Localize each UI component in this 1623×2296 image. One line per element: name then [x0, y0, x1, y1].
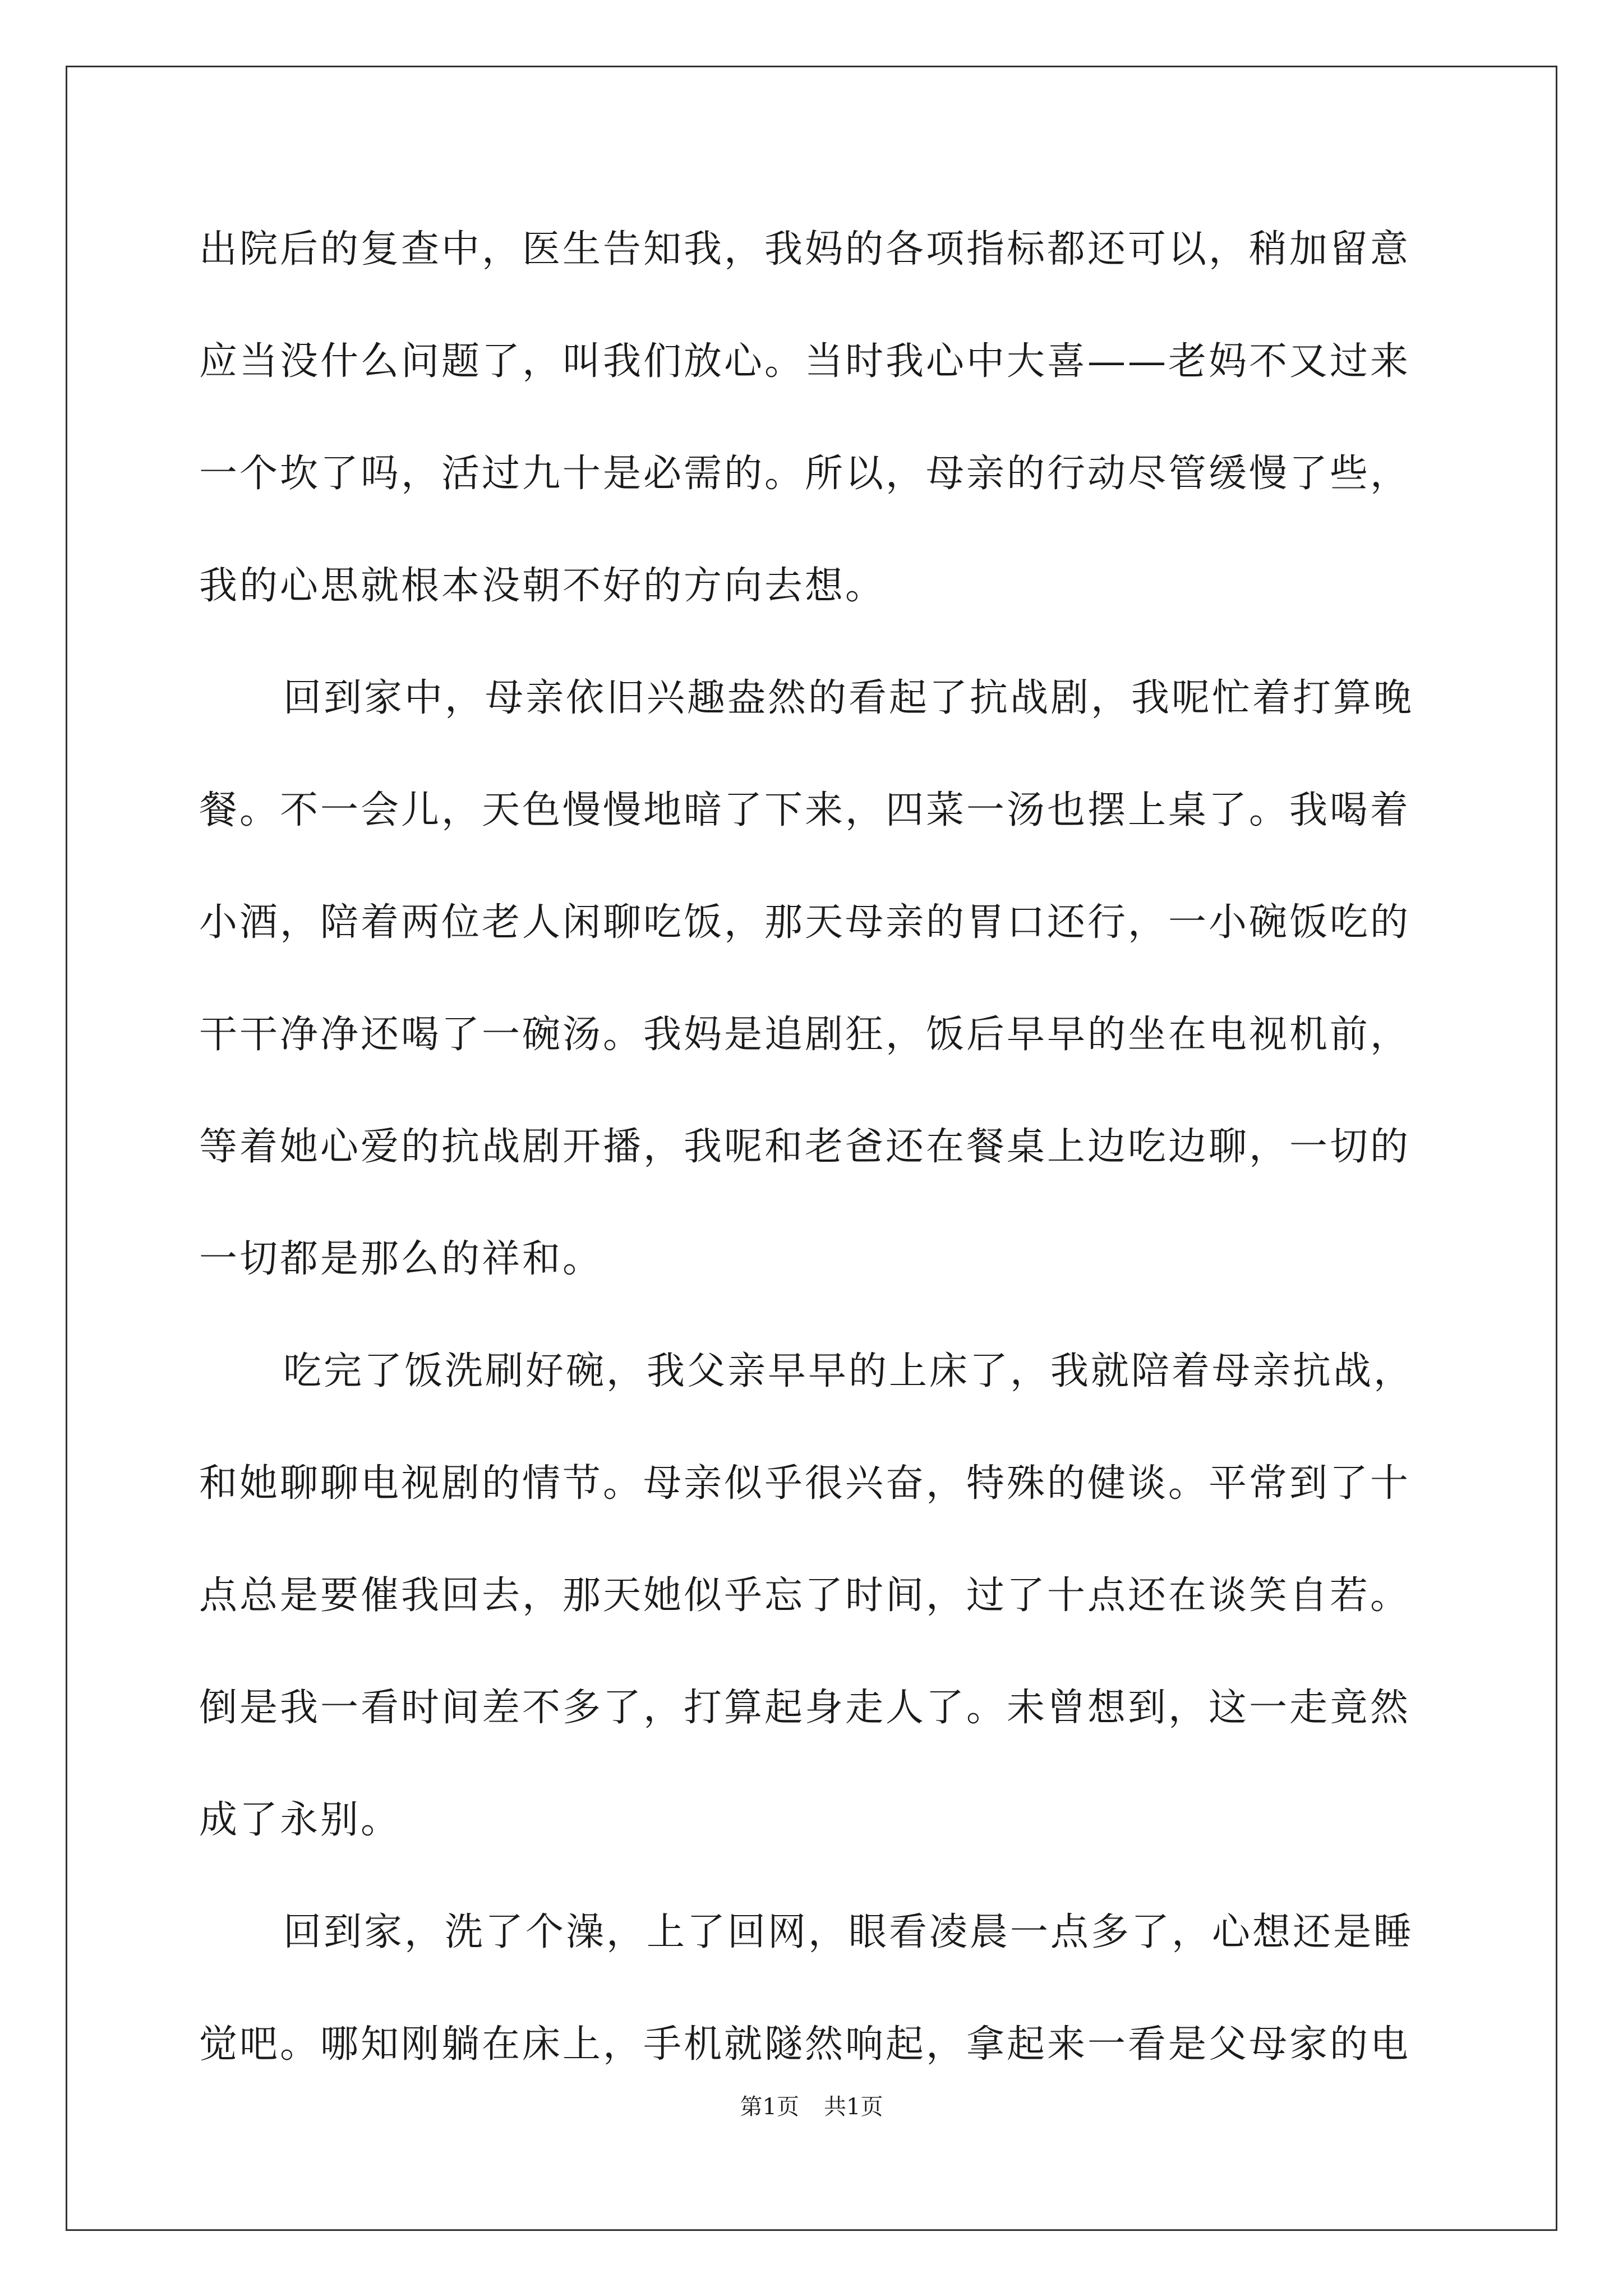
text-line: 一个坎了吗，活过九十是必需的。所以，母亲的行动尽管缓慢了些， [199, 452, 1411, 496]
text-line: 等着她心爱的抗战剧开播，我呢和老爸还在餐桌上边吃边聊，一切的 [199, 1125, 1411, 1169]
text-line: 餐。不一会儿，天色慢慢地暗了下来，四菜一汤也摆上桌了。我喝着 [199, 788, 1411, 832]
text-line: 我的心思就根本没朝不好的方向去想。 [199, 564, 886, 608]
page-number: 第1页 [740, 2094, 799, 2120]
text-line: 出院后的复查中，医生告知我，我妈的各项指标都还可以，稍加留意 [199, 227, 1411, 272]
text-line: 一切都是那么的祥和。 [199, 1237, 603, 1281]
text-line: 和她聊聊电视剧的情节。母亲似乎很兴奋，特殊的健谈。平常到了十 [199, 1461, 1411, 1506]
text-line: 点总是要催我回去，那天她似乎忘了时间，过了十点还在谈笑自若。 [199, 1573, 1411, 1618]
text-line: 倒是我一看时间差不多了，打算起身走人了。未曾想到，这一走竟然 [199, 1686, 1411, 1730]
text-line: 应当没什么问题了，叫我们放心。当时我心中大喜——老妈不又过来 [199, 339, 1411, 384]
paragraph-first-line: 回到家，洗了个澡，上了回网，眼看凌晨一点多了，心想还是睡 [283, 1910, 1414, 1954]
text-line: 成了永别。 [199, 1798, 402, 1842]
paragraph-first-line: 回到家中，母亲依旧兴趣盎然的看起了抗战剧，我呢忙着打算晚 [283, 676, 1414, 720]
text-line: 觉吧。哪知刚躺在床上，手机就隧然响起，拿起来一看是父母家的电 [199, 2022, 1411, 2067]
page-footer [0, 2093, 1623, 2121]
paragraph-first-line: 吃完了饭洗刷好碗，我父亲早早的上床了，我就陪着母亲抗战， [283, 1349, 1414, 1393]
page-total: 共1页 [824, 2094, 883, 2120]
text-line: 干干净净还喝了一碗汤。我妈是追剧狂，饭后早早的坐在电视机前， [199, 1013, 1411, 1057]
text-line: 小酒，陪着两位老人闲聊吃饭，那天母亲的胃口还行，一小碗饭吃的 [199, 900, 1411, 945]
